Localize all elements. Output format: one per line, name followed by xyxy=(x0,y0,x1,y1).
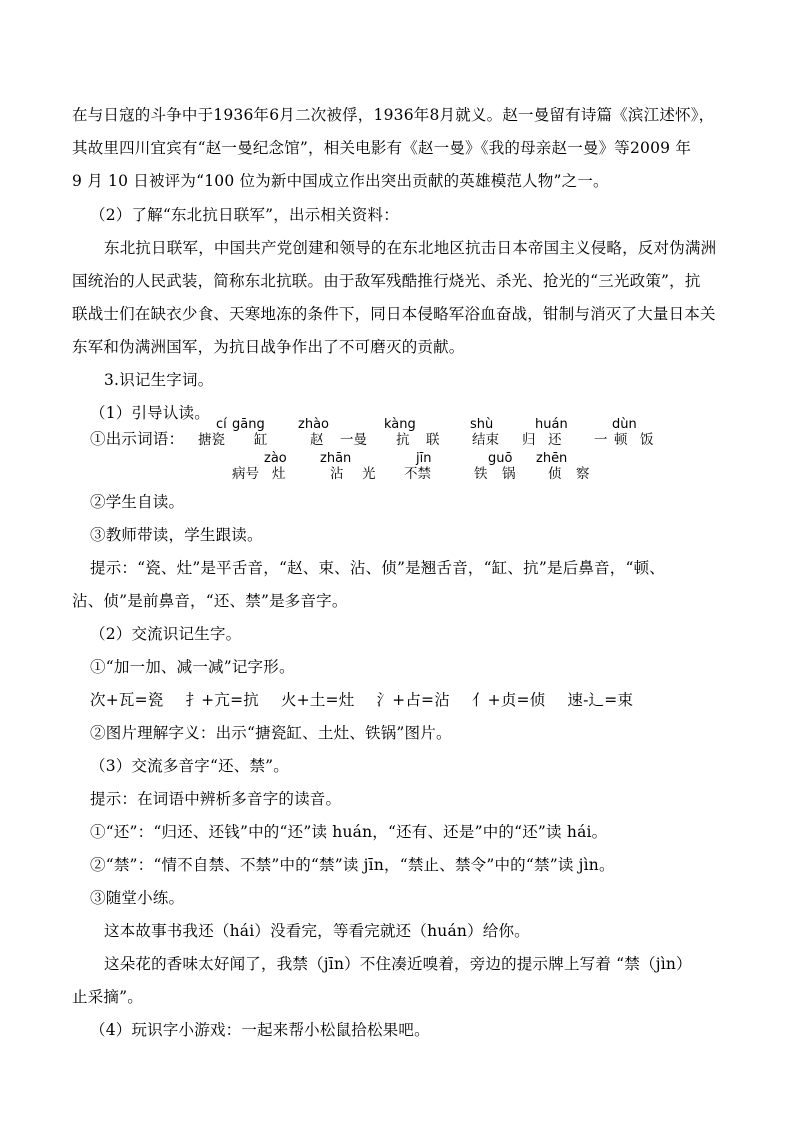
vocab-guide-heading: （1）引导认读。 xyxy=(90,404,210,422)
pinyin-zhao: zhào xyxy=(298,417,329,432)
pinyin-huan: huán xyxy=(535,417,568,432)
pinyin-zao: zào xyxy=(264,451,287,466)
pinyin-guo: guō xyxy=(488,451,513,466)
word-zhan: 沾 xyxy=(330,466,344,482)
memorize-method: ①“加一加、减一减”记字形。 xyxy=(90,658,295,676)
word-binghao: 病号 xyxy=(232,466,259,482)
pinyin-zhan: zhān xyxy=(320,451,352,466)
word-jieshu: 结束 xyxy=(472,432,499,448)
army-paragraph-line-3: 联战士们在缺衣少食、天寒地冻的条件下，同日本侵略军浴血奋战，钳制与消灭了大量日本关 xyxy=(72,305,716,323)
vocab-section-title: 3.识记生字词。 xyxy=(104,371,214,389)
word-fan: 饭 xyxy=(640,432,654,448)
picture-meaning: ②图片理解字义：出示“搪瓷缸、土灶、铁锅”图片。 xyxy=(90,724,452,742)
army-paragraph-line-2: 国统治的人民武装，简称东北抗联。由于敌军残酷推行烧光、杀光、抢光的“三光政策”，抗 xyxy=(72,272,701,290)
character-formulas xyxy=(90,689,750,711)
tip-line-2: 沾、侦”是前鼻音，“还、禁”是多音字。 xyxy=(72,592,348,610)
pinyin-gang: gāng xyxy=(232,417,265,432)
polyphone-huan: ①“还”：“归还、还钱”中的“还”读 huán，“还有、还是”中的“还”读 hái。 xyxy=(90,823,608,841)
pinyin-dun: dùn xyxy=(612,417,637,432)
army-paragraph-line-4: 东军和伪满洲国军，为抗日战争作出了不可磨灭的贡献。 xyxy=(72,338,465,356)
polyphone-heading: （3）交流多音字“还、禁”。 xyxy=(90,757,290,775)
word-zhen: 侦 xyxy=(548,466,562,482)
bio-line-2: 其故里四川宜宾有“赵一曼纪念馆”，相关电影有《赵一曼》《我的母亲赵一曼》等2009 年 xyxy=(72,139,692,157)
practice-heading: ③随堂小练。 xyxy=(90,889,185,907)
word-gui: 归 xyxy=(522,432,536,448)
practice-sentence-1: 这本故事书我还（hái）没看完，等看完就还（huán）给你。 xyxy=(104,922,530,940)
polyphone-tip: 提示：在词语中辨析多音字的读音。 xyxy=(90,790,342,808)
pinyin-zhen: zhēn xyxy=(536,451,568,466)
pinyin-shu: shù xyxy=(470,417,494,432)
bio-line-3: 9 月 10 日被评为“100 位为新中国成立作出突出贡献的英雄模范人物”之一。 xyxy=(72,172,609,190)
word-tangci: 搪瓷 xyxy=(198,432,225,448)
formula-kang: 扌+亢=抗 xyxy=(185,691,259,709)
word-gang: 缸 xyxy=(254,432,268,448)
formula-shu: 速-辶=束 xyxy=(567,691,634,709)
word-kang: 抗 xyxy=(396,432,410,448)
practice-sentence-2b: 止采摘”。 xyxy=(72,988,143,1006)
word-tie: 铁 xyxy=(474,466,488,482)
word-zao: 灶 xyxy=(272,466,286,482)
word-cha: 察 xyxy=(576,466,590,482)
word-huan: 还 xyxy=(548,432,562,448)
word-dun: 顿 xyxy=(614,432,628,448)
formula-ci: 次+瓦=瓷 xyxy=(90,691,164,709)
word-guang: 光 xyxy=(362,466,376,482)
pinyin-kang: kàng xyxy=(384,417,416,432)
formula-zhan: 氵+占=沾 xyxy=(376,691,450,709)
self-read-step: ②学生自读。 xyxy=(90,493,185,511)
pinyin-jin: jīn xyxy=(416,451,432,466)
tip-line-1: 提示：“瓷、灶”是平舌音，“赵、束、沾、侦”是翘舌音，“缸、抗”是后鼻音，“顿、 xyxy=(90,559,665,577)
pinyin-ci: cí xyxy=(216,417,227,432)
show-words-label: ①出示词语： xyxy=(90,430,185,448)
memorize-heading: （2）交流识记生字。 xyxy=(90,625,242,643)
army-paragraph-line-1: 东北抗日联军，中国共产党创建和领导的在东北地区抗击日本帝国主义侵略，反对伪满洲 xyxy=(104,239,717,257)
army-heading: （2）了解“东北抗日联军”，出示相关资料： xyxy=(90,206,399,224)
practice-sentence-2a: 这朵花的香味太好闻了，我禁（jīn）不住凑近嗅着，旁边的提示牌上写着 “禁（jìn） xyxy=(104,955,692,973)
word-bujin: 不禁 xyxy=(404,466,431,482)
polyphone-jin: ②“禁”：“情不自禁、不禁”中的“禁”读 jīn，“禁止、禁令”中的“禁”读 jìn。 xyxy=(90,856,615,874)
formula-zao: 火+土=灶 xyxy=(280,691,355,709)
word-yi: 一 xyxy=(594,432,608,448)
word-zhao: 赵 xyxy=(310,432,324,448)
bio-line-1: 在与日寇的斗争中于1936年6月二次被俘，1936年8月就义。赵一曼留有诗篇《滨江述怀》， xyxy=(72,106,715,124)
word-guo: 锅 xyxy=(502,466,516,482)
game-heading: （4）玩识字小游戏：一起来帮小松鼠拾松果吧。 xyxy=(90,1021,430,1039)
word-yiman: 一曼 xyxy=(340,432,367,448)
teacher-read-step: ③教师带读，学生跟读。 xyxy=(90,526,263,544)
word-lian: 联 xyxy=(426,432,440,448)
formula-zhen: 亻+贞=侦 xyxy=(471,691,546,709)
